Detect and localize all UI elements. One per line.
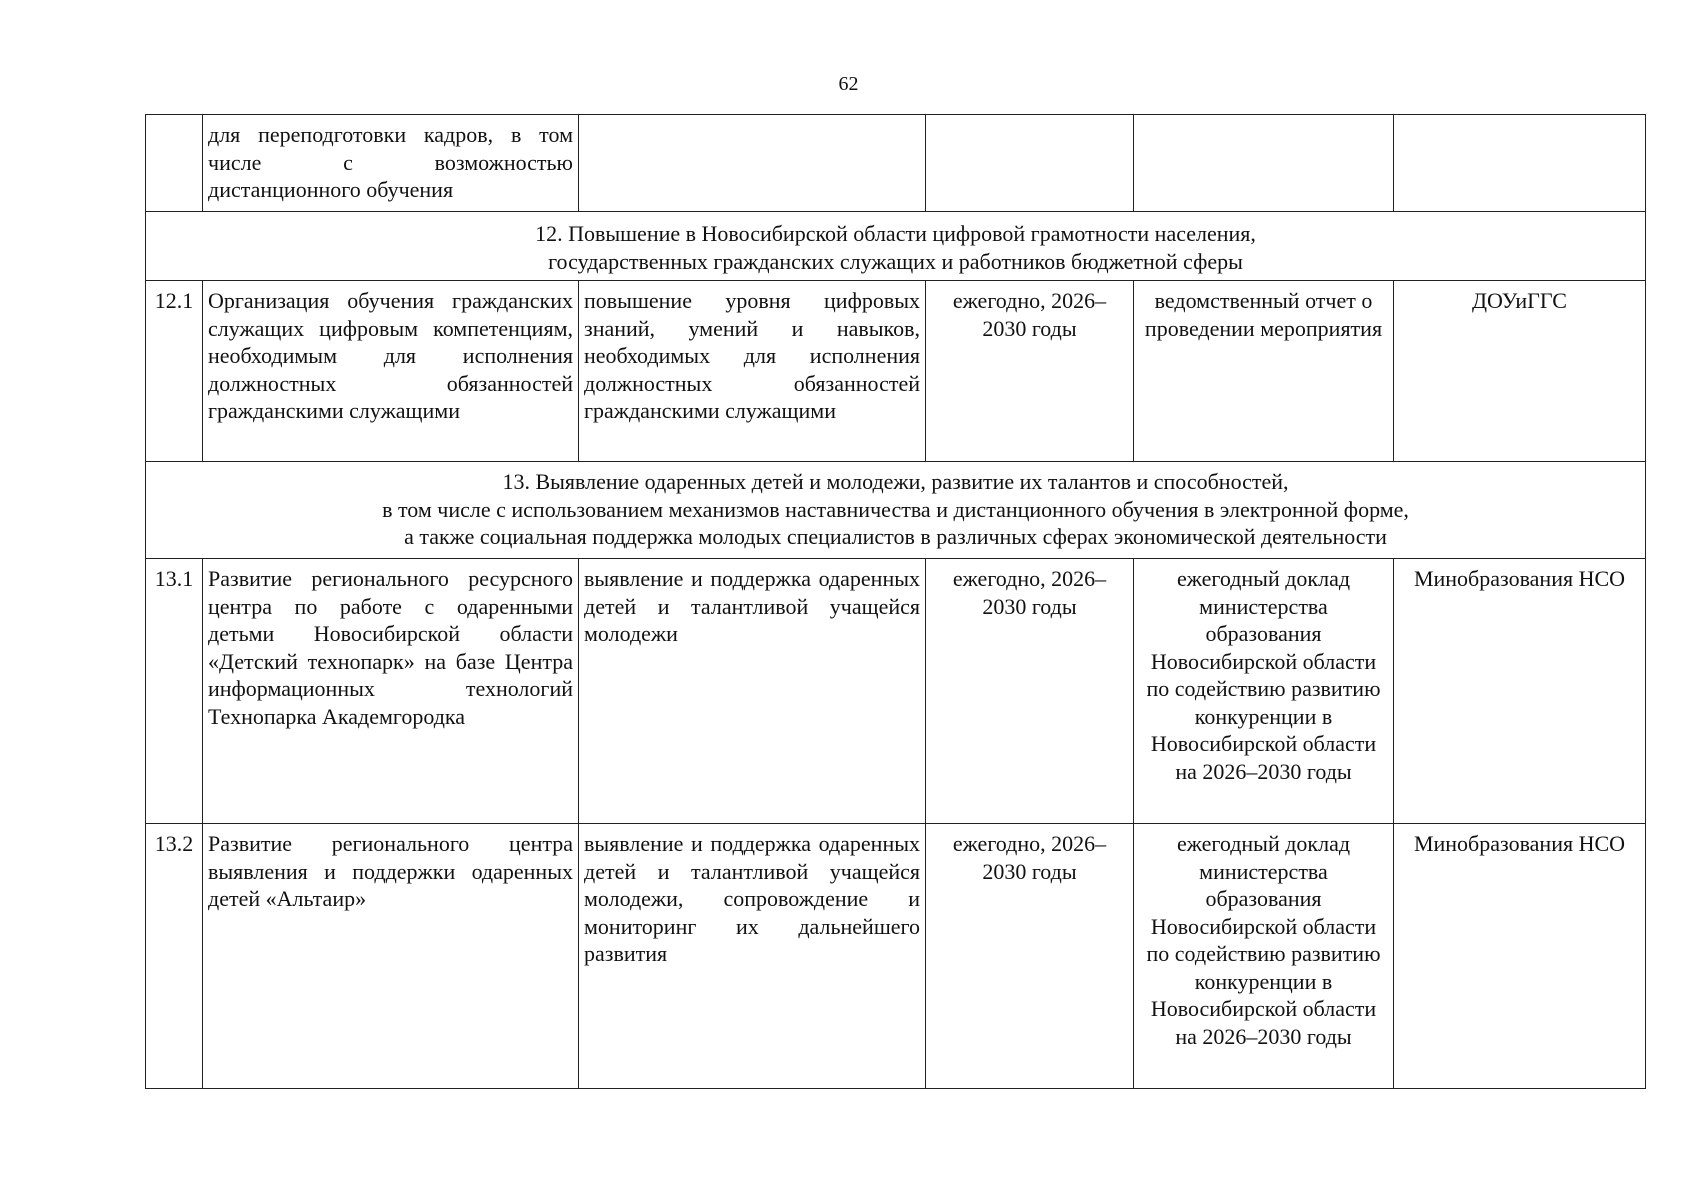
section-heading-line: а также социальная поддержка молодых специалистов в различных сферах экономической деятельности (404, 524, 1387, 549)
section-heading-row-13 (146, 462, 1646, 559)
cell-term: ежегодно, 2026–2030 годы (926, 824, 1134, 1089)
table-row (146, 824, 1646, 1089)
cell-term: ежегодно, 2026–2030 годы (926, 281, 1134, 462)
cell-number (146, 115, 203, 212)
cell-measure-name: для переподготовки кадров, в том числе с возможностью дистанционного обучения (203, 115, 579, 212)
cell-term: ежегодно, 2026–2030 годы (926, 559, 1134, 824)
cell-responsible: Минобразования НСО (1394, 824, 1646, 1089)
cell-number: 12.1 (146, 281, 203, 462)
section-heading (146, 212, 1646, 281)
section-heading-line: 13. Выявление одаренных детей и молодежи, развитие их талантов и способностей, (502, 469, 1289, 494)
section-heading-line: 12. Повышение в Новосибирской области цифровой грамотности населения, (535, 221, 1256, 246)
cell-report: ведомственный отчет о проведении мероприятия (1134, 281, 1394, 462)
section-heading (146, 462, 1646, 559)
cell-number: 13.2 (146, 824, 203, 1089)
cell-result: выявление и поддержка одаренных детей и талантливой учащейся молодежи (579, 559, 926, 824)
measures-table (145, 114, 1646, 1089)
cell-report: ежегодный доклад министерства образования Новосибирской области по содействию развитию конкуренции в Новосибирской области на 2026–2030 годы (1134, 824, 1394, 1089)
cell-report: ежегодный доклад министерства образования Новосибирской области по содействию развитию конкуренции в Новосибирской области на 2026–2030 годы (1134, 559, 1394, 824)
table-row (146, 281, 1646, 462)
table-row (146, 559, 1646, 824)
cell-result (579, 115, 926, 212)
cell-report (1134, 115, 1394, 212)
cell-number: 13.1 (146, 559, 203, 824)
section-heading-line: в том числе с использованием механизмов наставничества и дистанционного обучения в электронной форме, (382, 496, 1409, 522)
cell-term (926, 115, 1134, 212)
cell-measure-name: Развитие регионального ресурсного центра по работе с одаренными детьми Новосибирской области «Детский технопарк» на базе Центра информационных технологий Технопарка Академгородка (203, 559, 579, 824)
section-heading-row-12 (146, 212, 1646, 281)
table-row-continuation (146, 115, 1646, 212)
cell-responsible (1394, 115, 1646, 212)
cell-result: повышение уровня цифровых знаний, умений и навыков, необходимых для исполнения должностных обязанностей гражданскими служащими (579, 281, 926, 462)
cell-result: выявление и поддержка одаренных детей и талантливой учащейся молодежи, сопровождение и мониторинг их дальнейшего развития (579, 824, 926, 1089)
section-heading-line: государственных гражданских служащих и работников бюджетной сферы (548, 248, 1243, 274)
page-number: 62 (838, 73, 859, 95)
cell-measure-name: Развитие регионального центра выявления и поддержки одаренных детей «Альтаир» (203, 824, 579, 1089)
cell-responsible: ДОУиГГС (1394, 281, 1646, 462)
cell-measure-name: Организация обучения гражданских служащих цифровым компетенциям, необходимым для исполнения должностных обязанностей гражданскими служащими (203, 281, 579, 462)
cell-responsible: Минобразования НСО (1394, 559, 1646, 824)
